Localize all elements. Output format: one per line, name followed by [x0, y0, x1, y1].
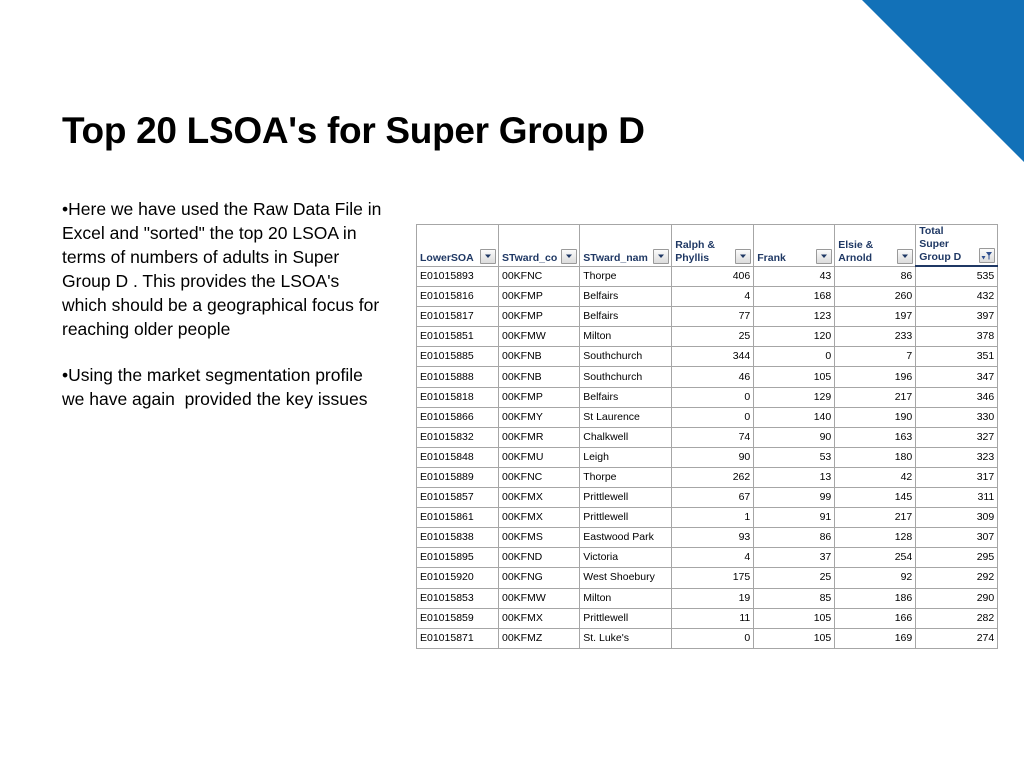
spreadsheet-table [416, 224, 998, 649]
table-cell: St. Luke's [580, 628, 672, 648]
table-row [417, 387, 998, 407]
table-cell: 77 [672, 307, 754, 327]
table-cell: 197 [835, 307, 916, 327]
table-row [417, 307, 998, 327]
table-cell: 323 [916, 447, 998, 467]
table-cell: Leigh [580, 447, 672, 467]
table-row [417, 427, 998, 447]
table-cell: 00KFMP [499, 287, 580, 307]
slide-title: Top 20 LSOA's for Super Group D [62, 110, 645, 151]
table-cell: 00KFMW [499, 327, 580, 347]
table-cell: 262 [672, 467, 754, 487]
table-cell: Prittlewell [580, 508, 672, 528]
table-cell: E01015889 [417, 467, 499, 487]
table-cell: 90 [754, 427, 835, 447]
table-row [417, 266, 998, 287]
table-cell: Southchurch [580, 347, 672, 367]
column-header [754, 225, 835, 267]
table-cell: 274 [916, 628, 998, 648]
filter-dropdown-button[interactable] [979, 248, 995, 263]
table-cell: 128 [835, 528, 916, 548]
table-cell: 317 [916, 467, 998, 487]
table-cell: 140 [754, 407, 835, 427]
table-cell: 327 [916, 427, 998, 447]
table-row [417, 347, 998, 367]
table-cell: Prittlewell [580, 608, 672, 628]
filter-dropdown-button[interactable] [897, 249, 913, 264]
filter-dropdown-button[interactable] [653, 249, 669, 264]
table-cell: 00KFNC [499, 266, 580, 287]
table-cell: 233 [835, 327, 916, 347]
table-cell: 0 [672, 387, 754, 407]
table-cell: 169 [835, 628, 916, 648]
table-cell: 00KFMX [499, 508, 580, 528]
table-cell: 99 [754, 488, 835, 508]
table-cell: E01015866 [417, 407, 499, 427]
table-cell: 180 [835, 447, 916, 467]
table-cell: E01015885 [417, 347, 499, 367]
column-header-label: Total Super Group D [919, 225, 962, 263]
table-cell: St Laurence [580, 407, 672, 427]
table-cell: 19 [672, 588, 754, 608]
table-cell: 145 [835, 488, 916, 508]
column-header-label: STward_nam [583, 251, 648, 264]
table-row [417, 327, 998, 347]
table-cell: West Shoebury [580, 568, 672, 588]
table-cell: 346 [916, 387, 998, 407]
table-cell: E01015818 [417, 387, 499, 407]
table-cell: 186 [835, 588, 916, 608]
dropdown-arrow-icon [818, 251, 830, 261]
table-row [417, 508, 998, 528]
column-header [580, 225, 672, 267]
table-cell: 254 [835, 548, 916, 568]
table-cell: 347 [916, 367, 998, 387]
dropdown-arrow-icon [563, 251, 575, 261]
table-cell: Belfairs [580, 387, 672, 407]
table-cell: Southchurch [580, 367, 672, 387]
table-cell: E01015817 [417, 307, 499, 327]
table-cell: E01015857 [417, 488, 499, 508]
table-cell: 00KFMS [499, 528, 580, 548]
table-cell: Chalkwell [580, 427, 672, 447]
body-text [62, 197, 387, 433]
table-cell: 11 [672, 608, 754, 628]
column-header [835, 225, 916, 267]
table-cell: 0 [672, 628, 754, 648]
table-cell: Thorpe [580, 266, 672, 287]
table-row [417, 588, 998, 608]
table-cell: 535 [916, 266, 998, 287]
table-cell: Belfairs [580, 287, 672, 307]
table-cell: 00KFNB [499, 367, 580, 387]
table-cell: 00KFND [499, 548, 580, 568]
table-cell: E01015861 [417, 508, 499, 528]
table-cell: E01015920 [417, 568, 499, 588]
table-cell: 00KFMY [499, 407, 580, 427]
table-cell: E01015895 [417, 548, 499, 568]
table-cell: 4 [672, 287, 754, 307]
dropdown-arrow-icon [899, 251, 911, 261]
filter-dropdown-button[interactable] [561, 249, 577, 264]
table-cell: 295 [916, 548, 998, 568]
filter-dropdown-button[interactable] [816, 249, 832, 264]
table-cell: 432 [916, 287, 998, 307]
table-cell: 344 [672, 347, 754, 367]
column-header-label: LowerSOA [420, 251, 474, 264]
table-cell: 00KFNG [499, 568, 580, 588]
bullet-paragraph: •Here we have used the Raw Data File in Excel and "sorted" the top 20 LSOA in terms of numbers of adults in Super Group D . This provides the LSOA's which should be a geographical focus for reaching older people [62, 199, 387, 339]
column-header [672, 225, 754, 267]
dropdown-arrow-icon [655, 251, 667, 261]
table-cell: 0 [754, 347, 835, 367]
table-cell: 217 [835, 508, 916, 528]
table-cell: E01015853 [417, 588, 499, 608]
table-cell: 42 [835, 467, 916, 487]
table-cell: Eastwood Park [580, 528, 672, 548]
table-cell: 85 [754, 588, 835, 608]
table-cell: E01015871 [417, 628, 499, 648]
table-cell: 0 [672, 407, 754, 427]
table-cell: Belfairs [580, 307, 672, 327]
table-cell: 00KFMP [499, 307, 580, 327]
table-cell: 00KFNB [499, 347, 580, 367]
table-cell: 307 [916, 528, 998, 548]
table-cell: 00KFMW [499, 588, 580, 608]
table-cell: E01015848 [417, 447, 499, 467]
table-row [417, 488, 998, 508]
table-row [417, 287, 998, 307]
table-cell: 46 [672, 367, 754, 387]
table-cell: 53 [754, 447, 835, 467]
table-cell: 74 [672, 427, 754, 447]
table-cell: 120 [754, 327, 835, 347]
table-row [417, 608, 998, 628]
column-header-label: Frank [757, 251, 786, 264]
dropdown-arrow-icon [737, 251, 749, 261]
table-cell: 260 [835, 287, 916, 307]
table-cell: 163 [835, 427, 916, 447]
table-row [417, 407, 998, 427]
table-cell: 166 [835, 608, 916, 628]
table-cell: 93 [672, 528, 754, 548]
corner-decoration [862, 0, 1024, 162]
table-row [417, 367, 998, 387]
table-cell: E01015832 [417, 427, 499, 447]
column-header-label: STward_co [502, 251, 558, 264]
table-cell: E01015851 [417, 327, 499, 347]
column-header [916, 225, 998, 267]
table-cell: 00KFMX [499, 608, 580, 628]
table-cell: E01015816 [417, 287, 499, 307]
table-cell: 00KFMR [499, 427, 580, 447]
table-row [417, 568, 998, 588]
column-header [499, 225, 580, 267]
table-cell: 196 [835, 367, 916, 387]
table-cell: E01015893 [417, 266, 499, 287]
table-row [417, 548, 998, 568]
table-cell: E01015888 [417, 367, 499, 387]
table-cell: 123 [754, 307, 835, 327]
table-body [417, 266, 998, 648]
table-cell: 00KFMZ [499, 628, 580, 648]
table-cell: 43 [754, 266, 835, 287]
table-cell: 378 [916, 327, 998, 347]
filter-dropdown-button[interactable] [480, 249, 496, 264]
filter-dropdown-button[interactable] [735, 249, 751, 264]
table-cell: 91 [754, 508, 835, 528]
table-cell: 351 [916, 347, 998, 367]
table-cell: 00KFMX [499, 488, 580, 508]
table-cell: 7 [835, 347, 916, 367]
table-cell: Prittlewell [580, 488, 672, 508]
table-cell: 00KFMU [499, 447, 580, 467]
table-cell: 105 [754, 367, 835, 387]
table-cell: 00KFNC [499, 467, 580, 487]
table-cell: 105 [754, 608, 835, 628]
table-cell: 129 [754, 387, 835, 407]
table-cell: Milton [580, 588, 672, 608]
table-cell: 168 [754, 287, 835, 307]
table-cell: 00KFMP [499, 387, 580, 407]
table-cell: 25 [672, 327, 754, 347]
table-row [417, 447, 998, 467]
header-row [417, 225, 998, 267]
column-header-label: Elsie & Arnold [838, 238, 874, 264]
table-cell: 86 [835, 266, 916, 287]
table-cell: 92 [835, 568, 916, 588]
table-cell: 67 [672, 488, 754, 508]
table-row [417, 528, 998, 548]
column-header-label: Ralph & Phyllis [675, 238, 715, 264]
table-cell: 217 [835, 387, 916, 407]
table-cell: 311 [916, 488, 998, 508]
column-header [417, 225, 499, 267]
table-cell: 13 [754, 467, 835, 487]
table-row [417, 628, 998, 648]
dropdown-arrow-icon [482, 251, 494, 261]
table-cell: 309 [916, 508, 998, 528]
table-cell: 330 [916, 407, 998, 427]
table-row [417, 467, 998, 487]
table-cell: 25 [754, 568, 835, 588]
table-cell: 292 [916, 568, 998, 588]
table-cell: E01015838 [417, 528, 499, 548]
table-cell: E01015859 [417, 608, 499, 628]
table-cell: Thorpe [580, 467, 672, 487]
table-cell: 37 [754, 548, 835, 568]
table-cell: 282 [916, 608, 998, 628]
table-cell: 4 [672, 548, 754, 568]
table-cell: 86 [754, 528, 835, 548]
table-cell: 397 [916, 307, 998, 327]
table-cell: 90 [672, 447, 754, 467]
table-cell: Victoria [580, 548, 672, 568]
table-cell: 290 [916, 588, 998, 608]
bullet-paragraph: •Using the market segmentation profile we have again provided the key issues [62, 365, 373, 409]
table-cell: 105 [754, 628, 835, 648]
table-cell: Milton [580, 327, 672, 347]
table-cell: 1 [672, 508, 754, 528]
table-cell: 406 [672, 266, 754, 287]
table-cell: 190 [835, 407, 916, 427]
sort-filter-icon [981, 251, 993, 261]
table-cell: 175 [672, 568, 754, 588]
